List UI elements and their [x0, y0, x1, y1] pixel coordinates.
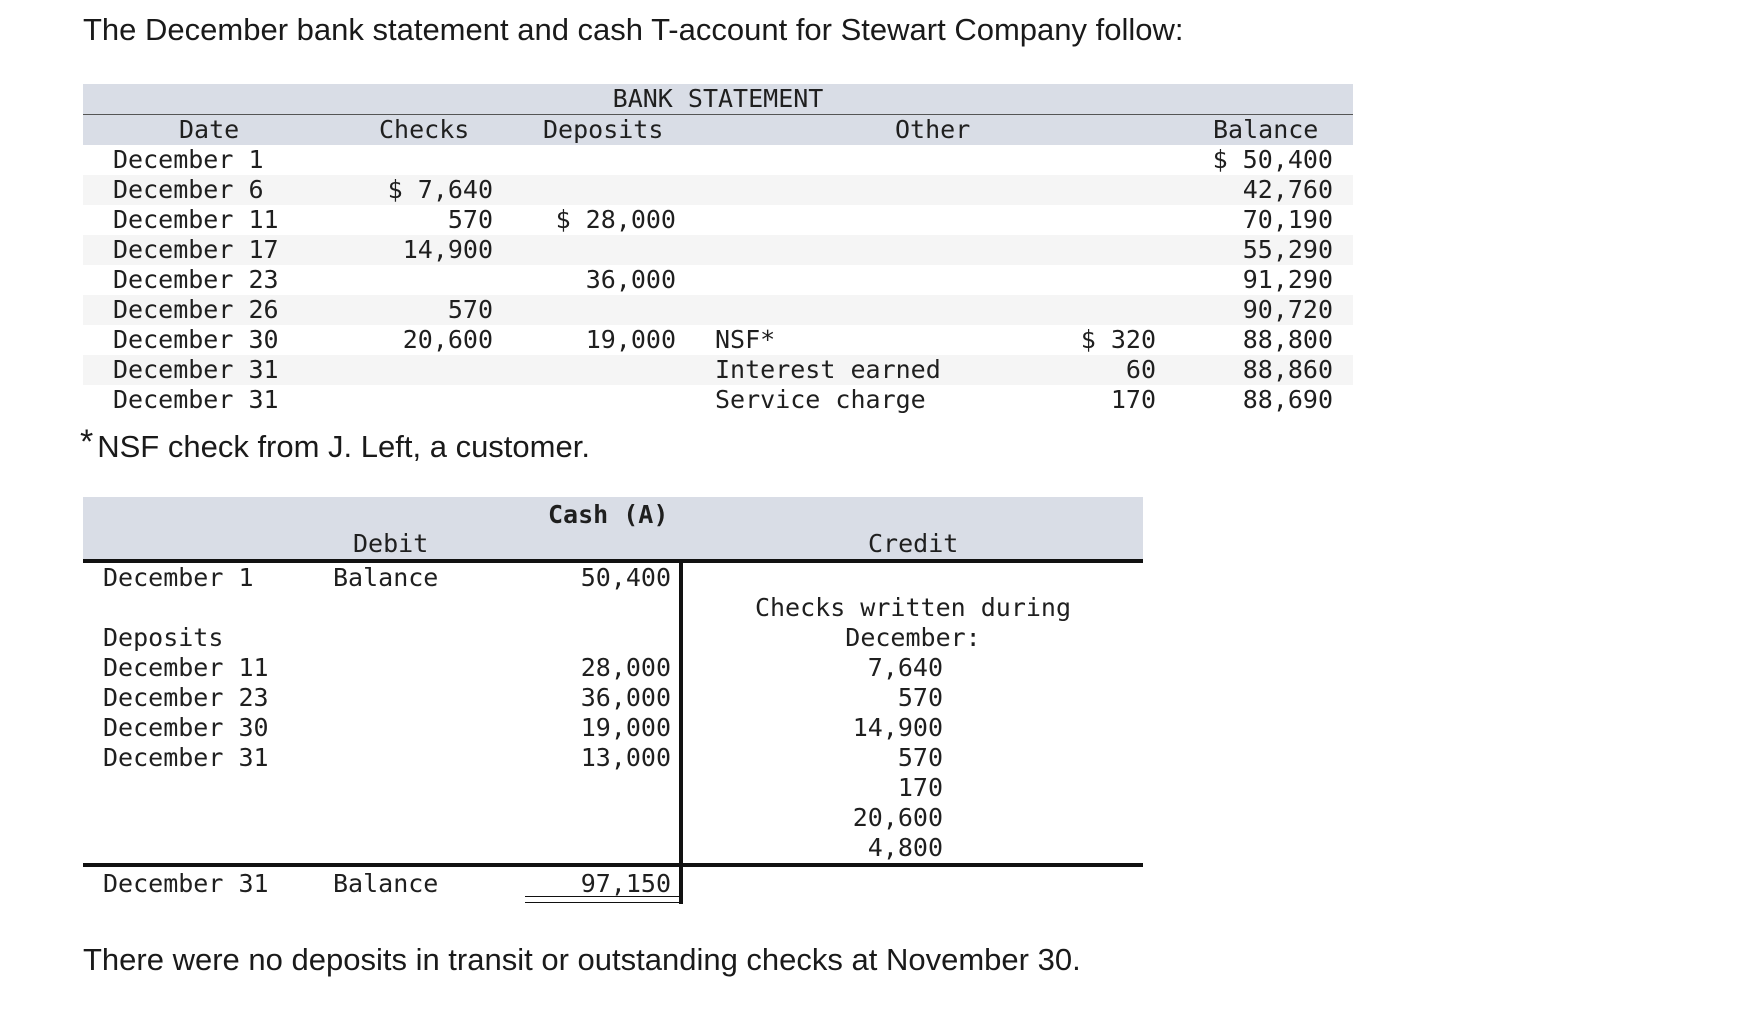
cell-balance: 88,860 [1242, 355, 1333, 384]
header-date: Date [179, 115, 240, 144]
cell-date: December 1 [113, 145, 264, 174]
closing-label: Balance [333, 869, 439, 898]
closing-double-underline [525, 896, 679, 903]
cell-date: December 11 [113, 205, 279, 234]
cash-t-account [83, 497, 1143, 903]
cell-date: December 30 [113, 325, 279, 354]
table-row [83, 205, 1353, 235]
deposits-label: Deposits [103, 623, 224, 652]
t-account-title: Cash (A) [548, 500, 669, 529]
opening-date: December 1 [103, 563, 254, 592]
footnote-marker: * [80, 423, 94, 461]
credit-amount: 170 [897, 773, 943, 802]
opening-label: Balance [333, 563, 439, 592]
cell-checks: 570 [447, 205, 493, 234]
credit-amount: 7,640 [867, 653, 943, 682]
table-row [83, 385, 1353, 415]
credit-amount: 4,800 [867, 833, 943, 862]
cell-checks: 14,900 [402, 235, 493, 264]
opening-amount: 50,400 [580, 563, 671, 592]
cell-checks: 20,600 [402, 325, 493, 354]
credit-amount: 14,900 [852, 713, 943, 742]
table-row [83, 265, 1353, 295]
deposit-date: December 30 [103, 713, 269, 742]
table-row [83, 175, 1353, 205]
cell-deposits: 19,000 [585, 325, 676, 354]
credit-heading-line-2: December: [845, 623, 981, 652]
cell-other-amount: 170 [1110, 385, 1156, 414]
cell-date: December 17 [113, 235, 279, 264]
t-account-debit-label: Debit [353, 529, 429, 558]
cell-deposits: 36,000 [585, 265, 676, 294]
deposit-date: December 11 [103, 653, 269, 682]
table-row [83, 355, 1353, 385]
header-balance: Balance [1213, 115, 1319, 144]
cell-other-desc: Service charge [715, 385, 926, 414]
closing-date: December 31 [103, 869, 269, 898]
t-account-credit-label: Credit [868, 529, 959, 558]
cell-date: December 6 [113, 175, 264, 204]
cell-checks: 570 [447, 295, 493, 324]
deposit-amount: 28,000 [580, 653, 671, 682]
footnote-text: NSF check from J. Left, a customer. [97, 429, 590, 464]
cell-date: December 31 [113, 355, 279, 384]
intro-text: The December bank statement and cash T-account for Stewart Company follow: [83, 12, 1184, 47]
deposit-date: December 31 [103, 743, 269, 772]
cell-balance: 42,760 [1242, 175, 1333, 204]
bank-statement-body [83, 145, 1353, 415]
closing-note: There were no deposits in transit or outstanding checks at November 30. [83, 942, 1081, 977]
cell-date: December 31 [113, 385, 279, 414]
closing-amount: 97,150 [580, 869, 671, 898]
cell-checks: $ 7,640 [387, 175, 493, 204]
header-checks: Checks [379, 115, 470, 144]
bank-statement-table [83, 84, 1353, 415]
t-account-header-band [83, 497, 1143, 563]
cell-date: December 23 [113, 265, 279, 294]
cell-deposits: $ 28,000 [555, 205, 676, 234]
bank-statement-title-band [83, 84, 1353, 115]
credit-heading-line-1: Checks written during [754, 593, 1072, 622]
header-other: Other [895, 115, 971, 144]
table-row [83, 325, 1353, 355]
deposit-amount: 36,000 [580, 683, 671, 712]
cell-other-amount: 60 [1125, 355, 1156, 384]
deposit-amount: 13,000 [580, 743, 671, 772]
cell-balance: 90,720 [1242, 295, 1333, 324]
cell-balance: 88,800 [1242, 325, 1333, 354]
deposit-date: December 23 [103, 683, 269, 712]
bank-statement-title: BANK STATEMENT [612, 84, 824, 113]
credit-amount: 570 [897, 683, 943, 712]
footnote [80, 422, 590, 467]
deposit-amount: 19,000 [580, 713, 671, 742]
cell-balance: 55,290 [1242, 235, 1333, 264]
table-row [83, 295, 1353, 325]
credit-amount: 570 [897, 743, 943, 772]
table-row [83, 235, 1353, 265]
cell-balance: 88,690 [1242, 385, 1333, 414]
bank-statement-header-row [83, 115, 1353, 145]
header-deposits: Deposits [543, 115, 664, 144]
cell-balance: 70,190 [1242, 205, 1333, 234]
cell-other-amount: $ 320 [1080, 325, 1156, 354]
cell-other-desc: Interest earned [715, 355, 941, 384]
cell-other-desc: NSF* [715, 325, 776, 354]
credit-amount: 20,600 [852, 803, 943, 832]
t-account-total-rule [83, 863, 1143, 867]
cell-date: December 26 [113, 295, 279, 324]
cell-balance: $ 50,400 [1212, 145, 1333, 174]
cell-balance: 91,290 [1242, 265, 1333, 294]
table-row [83, 145, 1353, 175]
